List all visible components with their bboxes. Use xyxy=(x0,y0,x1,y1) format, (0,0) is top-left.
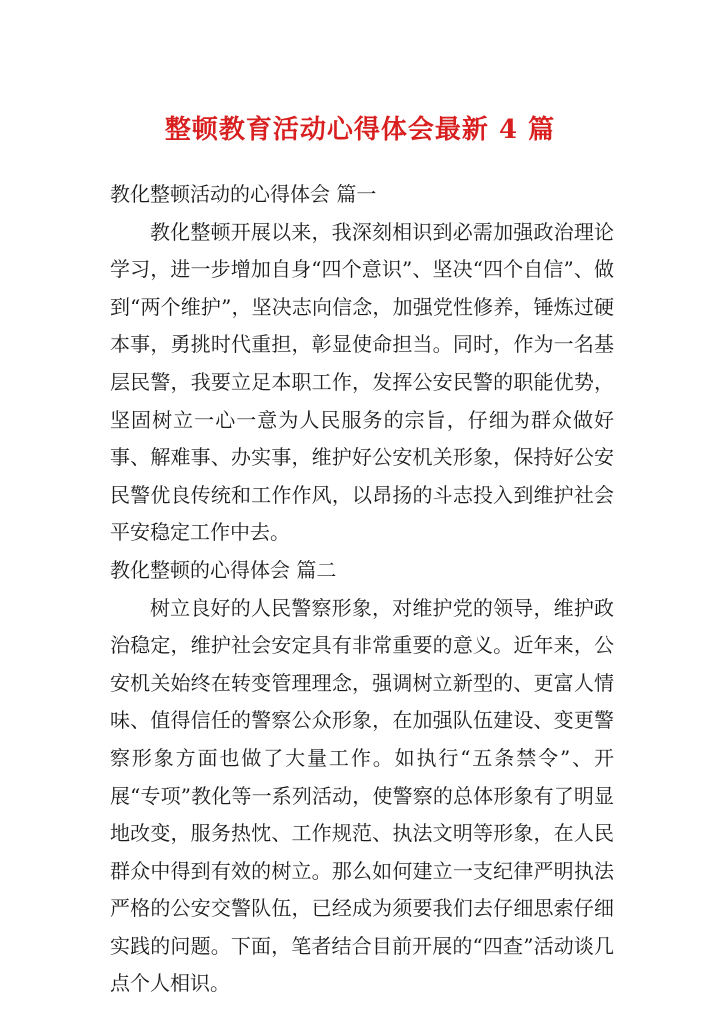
section-heading-1: 教化整顿活动的心得体会 篇一 xyxy=(110,182,377,206)
section-paragraph-1: 教化整顿开展以来，我深刻相识到必需加强政治理论学习，进一步增加自身“四个意识”、坚决“四个自信”、做到“两个维护”，坚决志向信念，加强党性修养，锤炼过硬本事，勇挑时代重担，彰显使命担当。同时，作为一名基层民警，我要立足本职工作，发挥公安民警的职能优势，坚固树立一心一意为人民服务的宗旨，仔细为群众做好事、解难事、办实事，维护好公安机关形象，保持好公安民警优良传统和工作作风，以昂扬的斗志投入到维护社会平安稳定工作中去。 xyxy=(110,219,614,545)
section-paragraph-2: 树立良好的人民警察形象，对维护党的领导，维护政治稳定，维护社会安定具有非常重要的意义。近年来，公安机关始终在转变管理理念，强调树立新型的、更富人情味、值得信任的警察公众形象，在加强队伍建设、变更警察形象方面也做了大量工作。如执行“五条禁令”、开展“专项”教化等一系列活动，使警察的总体形象有了明显地改变，服务热忱、工作规范、执法文明等形象，在人民群众中得到有效的树立。那么如何建立一支纪律严明执法严格的公安交警队伍，已经成为须要我们去仔细思索仔细实践的问题。下面，笔者结合目前开展的“四查”活动谈几点个人相识。 xyxy=(110,595,614,996)
document-body xyxy=(110,176,614,1003)
document-title: 整顿教育活动心得体会最新 4 篇 xyxy=(164,115,556,145)
section-heading-2: 教化整顿的心得体会 篇二 xyxy=(110,557,337,582)
